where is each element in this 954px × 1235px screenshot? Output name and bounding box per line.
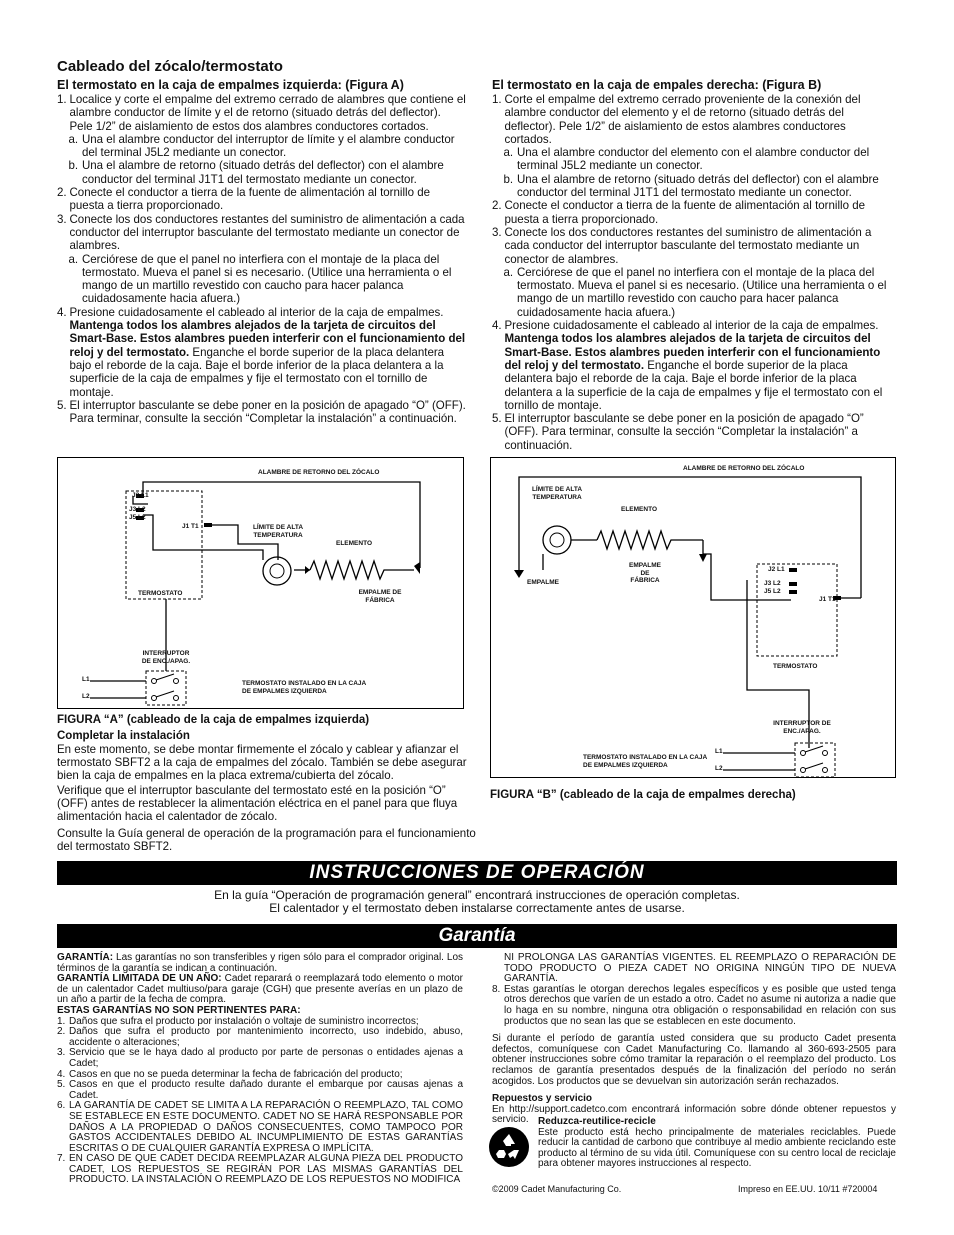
figb-return-wire-label: ALAMBRE DE RETORNO DEL ZÓCALO — [683, 465, 805, 472]
operation-title: INSTRUCCIONES DE OPERACIÓN — [57, 861, 897, 885]
figa-switch-label: INTERRUPTOR DE ENC./APAG. — [141, 650, 191, 665]
figa-factory-splice-label: EMPALME DE FÁBRICA — [358, 589, 402, 604]
left-step-1: 1. Localice y corte el empalme del extremo cerrado de alambres que contiene el alambre conductor de límite y el de retorno (situado detrás del deflector). Pele 1/2” de aislamiento de estos dos alambres conductores cortados. — [57, 92, 466, 133]
recycle-title: Reduzca-reutilice-recicle — [538, 1116, 656, 1127]
parts-title: Repuestos y servicio — [492, 1093, 593, 1105]
figb-l1-label: L1 — [715, 748, 723, 755]
figa-l2-label: L2 — [82, 693, 90, 700]
figb-limit-label: LÍMITE DE ALTA TEMPERATURA — [531, 486, 583, 501]
figb-j3l2-label: J3 L2 — [764, 580, 781, 587]
copyright: ©2009 Cadet Manufacturing Co. — [492, 1184, 622, 1194]
operation-line-2: El calentador y el termostato deben instalarse correctamente antes de usarse. — [269, 901, 685, 915]
right-steps — [492, 93, 893, 452]
warranty-item-8: 8. Estas garantías le otorgan derechos legales específicos y es posible que usted tenga otros derechos que varíen de un estado a otro. Cadet no asume ni autoriza a nadie que lo haga en su nombre, ninguna otra obligación o responsabilidad en relación con sus productos que no sean las que se establecen en este documento. — [492, 983, 896, 1027]
recycle-icon — [488, 1126, 530, 1168]
right-step-1a: a. Una el alambre conductor del elemento con el alambre conductor del terminal J5L2 mediante un conector. — [503, 145, 870, 173]
warranty-item: 6. LA GARANTÍA DE CADET SE LIMITA A LA REPARACIÓN O REEMPLAZO, TAL COMO SE ESTABLECE EN ESTE DOCUMENTO. CADET NO SE HARÁ RESPONSABLE POR DAÑOS A LA PROPIEDAD O DAÑOS CONSECUENTES, COMO TAMPOCO POR GASTOS ACCIDENTALES DEBIDO AL INCUMPLIMIENTO DE ESTAS GARANTÍAS ESCRITAS O DE CUALQUIER GARANTÍA EXPRESA O IMPLÍCITA. — [57, 1100, 463, 1154]
complete-p2: Verifique que el interruptor basculante del termostato esté en la posición “O” (OFF) antes de restablecer la alimentación eléctrica en el panel para que fluya alimentación hacia el calentador de zócalo. — [57, 783, 458, 823]
warranty-item: 4. Casos en que no se pueda determinar la fecha de fabricación del producto; — [57, 1068, 403, 1080]
figa-element-label: ELEMENTO — [336, 540, 372, 547]
printed-info: Impreso en EE.UU. 10/11 #720004 — [738, 1184, 878, 1194]
complete-p3: Consulte la Guía general de operación de la programación para el funcionamiento del termostato SBFT2. — [57, 826, 476, 853]
warranty-left — [57, 953, 463, 1186]
warranty-title: Garantía — [57, 924, 897, 948]
warranty-intro: GARANTÍA: Las garantías no son transferibles y rigen sólo para el comprador original. Los términos de la garantía se indican a continuación. — [57, 952, 463, 974]
operation-line-1: En la guía “Operación de programación general” encontrará instrucciones de operación completas. — [214, 888, 740, 902]
figb-l2-label: L2 — [715, 765, 723, 772]
figure-b-caption: FIGURA “B” (cableado de la caja de empalmes derecha) — [490, 789, 796, 801]
warranty-item: 3. Servicio que se le haya dado al producto por parte de personas o entidades ajenas a Cadet; — [57, 1047, 463, 1069]
warranty-item: 5. Casos en que el producto resulte dañado durante el embarque por causas ajenas a Cadet. — [57, 1079, 463, 1101]
warranty-defect: Si durante el período de garantía usted considera que su producto Cadet presenta defectos, comuníquese con Cadet Manufacturing Co. llamando al 360-693-2505 para obtener instrucciones sobre cómo tramitar la reparación o el reemplazo del producto. Los reclamos de garantía presentados después de la finalización del período no serán acogidos. Los productos que se devuelvan sin autorización serán rechazados. — [492, 1033, 896, 1087]
figure-b-diagram — [490, 457, 896, 778]
complete-p1: En este momento, se debe montar firmemente el zócalo y cablear y afianzar el termostato SBFT2 a la caja de empalmes del zócalo. También se debe asegurar bien la caja de empalmes en la placa extrema/cubierta del zócalo. — [57, 742, 467, 782]
warranty-item: 2. Daños que sufra el producto por mantenimiento incorrecto, uso indebido, abuso, accidente o alteraciones; — [57, 1026, 463, 1048]
complete-body — [57, 743, 479, 853]
figb-element-label: ELEMENTO — [621, 506, 657, 513]
figb-j5l2-label: J5 L2 — [764, 588, 781, 595]
warranty-continued: NI PROLONGA LAS GARANTÍAS VIGENTES. EL REEMPLAZO O REPARACIÓN DE TODO PRODUCTO O PIEZA CADET NO ORIGINA NINGÚN TIPO DE NUEVA GARANTÍA. — [504, 952, 896, 985]
right-step-4: 4. Presione cuidadosamente el cableado al interior de la caja de empalmes. Mantenga todos los alambres alejados de la tarjeta de circuitos del Smart-Base. Estos alambres pueden interferir con el funcionamiento del reloj y del termostato. Enganche el borde superior de la placa delantera bajo el reborde de la caja. Baje el borde inferior de la placa delantera a la superficie de la caja de empalmes y fije el termostato con el tornillo de montaje. — [492, 318, 883, 412]
figb-j1t1-label: J1 T1 — [819, 596, 836, 603]
recycle-block — [538, 1117, 896, 1170]
figa-thermostat-label: TERMOSTATO — [138, 590, 183, 597]
right-step-1: 1. Corte el empalme del extremo cerrado proveniente de la conexión del alambre conductor del elemento y el de retorno (situado detrás del deflector). Pele 1/2” de aislamiento de estos alambres conductores cortados. — [492, 92, 861, 146]
complete-title: Completar la instalación — [57, 730, 190, 742]
warranty-item: 1. Daños que sufra el producto por instalación o voltaje de suministro incorrectos; — [57, 1015, 419, 1027]
warranty-items — [57, 1017, 463, 1187]
parts-text: En http://support.cadetco.com encontrará información sobre dónde obtener repuestos y servicio. — [492, 1103, 896, 1126]
operation-text — [57, 889, 897, 915]
right-step-3a: a. Cerciórese de que el panel no interfiera con el montaje de la placa del termostato. Mueva el panel si es necesario. (Utilice una herramienta o el mango de un martillo revestido con caucho para hacer palanca cuidadosamente hacia afuera.) — [503, 264, 887, 319]
left-step-5: 5. El interruptor basculante se debe poner en la posición de apagado “O” (OFF). Para terminar, consulte la sección “Completar la instalación” a continuación. — [57, 397, 466, 426]
right-step-3: 3. Conecte los dos conductores restantes del suministro de alimentación a cada conductor del interruptor basculante del termostato mediante un conector de alambres. — [492, 224, 872, 266]
warranty-not-apply: ESTAS GARANTÍAS NO SON PERTINENTES PARA: — [57, 1004, 301, 1016]
figb-factory-splice-label: EMPALME DE FÁBRICA — [628, 562, 662, 584]
figa-installed-label: TERMOSTATO INSTALADO EN LA CAJA DE EMPALMES IZQUIERDA — [242, 680, 366, 695]
figa-j2l1-label: J2 L1 — [132, 492, 149, 499]
left-steps — [57, 93, 467, 425]
right-heading: El termostato en la caja de empales derecha: (Figura B) — [492, 78, 822, 92]
left-heading: El termostato en la caja de empalmes izquierda: (Figura A) — [57, 78, 404, 92]
figb-switch-label: INTERRUPTOR DE ENC./APAG. — [773, 720, 831, 735]
figure-a-wiring — [58, 458, 465, 710]
figa-j5l2-label: J5 L2 — [129, 514, 146, 521]
warranty-limited: GARANTÍA LIMITADA DE UN AÑO: Cadet reparará o reemplazará todo elemento o motor de un calentador Cadet multiuso/para garaje (CGH) que presente averías en un plazo de un año a partir de la fecha de compra. — [57, 973, 464, 1006]
figb-installed-label: TERMOSTATO INSTALADO EN LA CAJA DE EMPALMES IZQUIERDA — [583, 754, 707, 769]
figb-j2l1-label: J2 L1 — [768, 566, 785, 573]
left-step-1b: b. Una el alambre de retorno (situado detrás del deflector) con el alambre conductor del terminal J1T1 del termostato mediante un conector. — [68, 158, 444, 186]
right-step-1b: b. Una el alambre de retorno (situado detrás del deflector) con el alambre conductor del terminal J1T1 del termostato mediante un conector. — [503, 171, 879, 200]
left-step-1a: a. Una el alambre conductor del interruptor de límite y el alambre conductor del terminal J5L2 mediante un conector. — [68, 131, 455, 160]
left-step-3: 3. Conecte los dos conductores restantes del suministro de alimentación a cada conductor del interruptor basculante del termostato mediante un conector de alambres. — [57, 211, 465, 253]
figb-thermostat-label: TERMOSTATO — [773, 663, 818, 670]
left-step-4: 4. Presione cuidadosamente el cableado al interior de la caja de empalmes. Mantenga todos los alambres alejados de la tarjeta de circuitos del Smart-Base. Estos alambres pueden interferir con el funcionamiento del reloj y del termostato. Enganche el borde superior de la placa delantera bajo el reborde de la caja. Baje el borde inferior de la placa delantera a la superficie de la caja de empalmes y fije el termostato con el tornillo de montaje. — [57, 304, 466, 399]
warranty-right — [492, 953, 896, 1126]
figb-splice-label: EMPALME — [527, 579, 560, 586]
recycle-text: Este producto está hecho principalmente de materiales reciclables. Puede reducir la cantidad de carbono que contribuye al medio ambiente reciclando este producto al término de su vida útil. Comuníquese con su centro local de reciclaje para obtener mayores instrucciones al respecto. — [538, 1126, 896, 1170]
figure-b-wiring — [491, 458, 897, 779]
figa-return-wire-label: ALAMBRE DE RETORNO DEL ZÓCALO — [258, 469, 380, 476]
figure-a-caption: FIGURA “A” (cableado de la caja de empalmes izquierda) — [57, 714, 370, 726]
figa-j3l2-label: J3 L2 — [129, 506, 146, 513]
warranty-item: 7. EN CASO DE QUE CADET DECIDA REEMPLAZAR ALGUNA PIEZA DEL PRODUCTO CADET, LOS REPUESTOS SE REGIRÁN POR LAS MISMAS GARANTÍAS DEL PRODUCTO. LA INSTALACIÓN O REEMPLAZO DE LOS REPUESTOS NO MODIFICA — [57, 1153, 463, 1186]
left-step-2: 2. Conecte el conductor a tierra de la fuente de alimentación al tornillo de puesta a tierra proporcionado. — [57, 185, 431, 213]
figure-a-diagram — [57, 457, 464, 709]
right-step-5: 5. El interruptor basculante se debe poner en la posición de apagado “O” (OFF). Para terminar, consulte la sección “Completar la instalación” a continuación. — [492, 411, 864, 452]
section-title: Cableado del zócalo/termostato — [57, 58, 283, 75]
figa-j1t1-label: J1 T1 — [182, 523, 199, 530]
left-step-3a: a. Cerciórese de que el panel no interfiera con el montaje de la placa del termostato. Mueva el panel si es necesario. (Utilice una herramienta o el mango de un martillo revestido con caucho para hacer palanca cuidadosamente hacia afuera.) — [68, 251, 452, 306]
figa-limit-label: LÍMITE DE ALTA TEMPERATURA — [252, 524, 304, 539]
figa-l1-label: L1 — [82, 676, 90, 683]
right-step-2: 2. Conecte el conductor a tierra de la fuente de alimentación al tornillo de puesta a tierra proporcionado. — [492, 198, 866, 226]
